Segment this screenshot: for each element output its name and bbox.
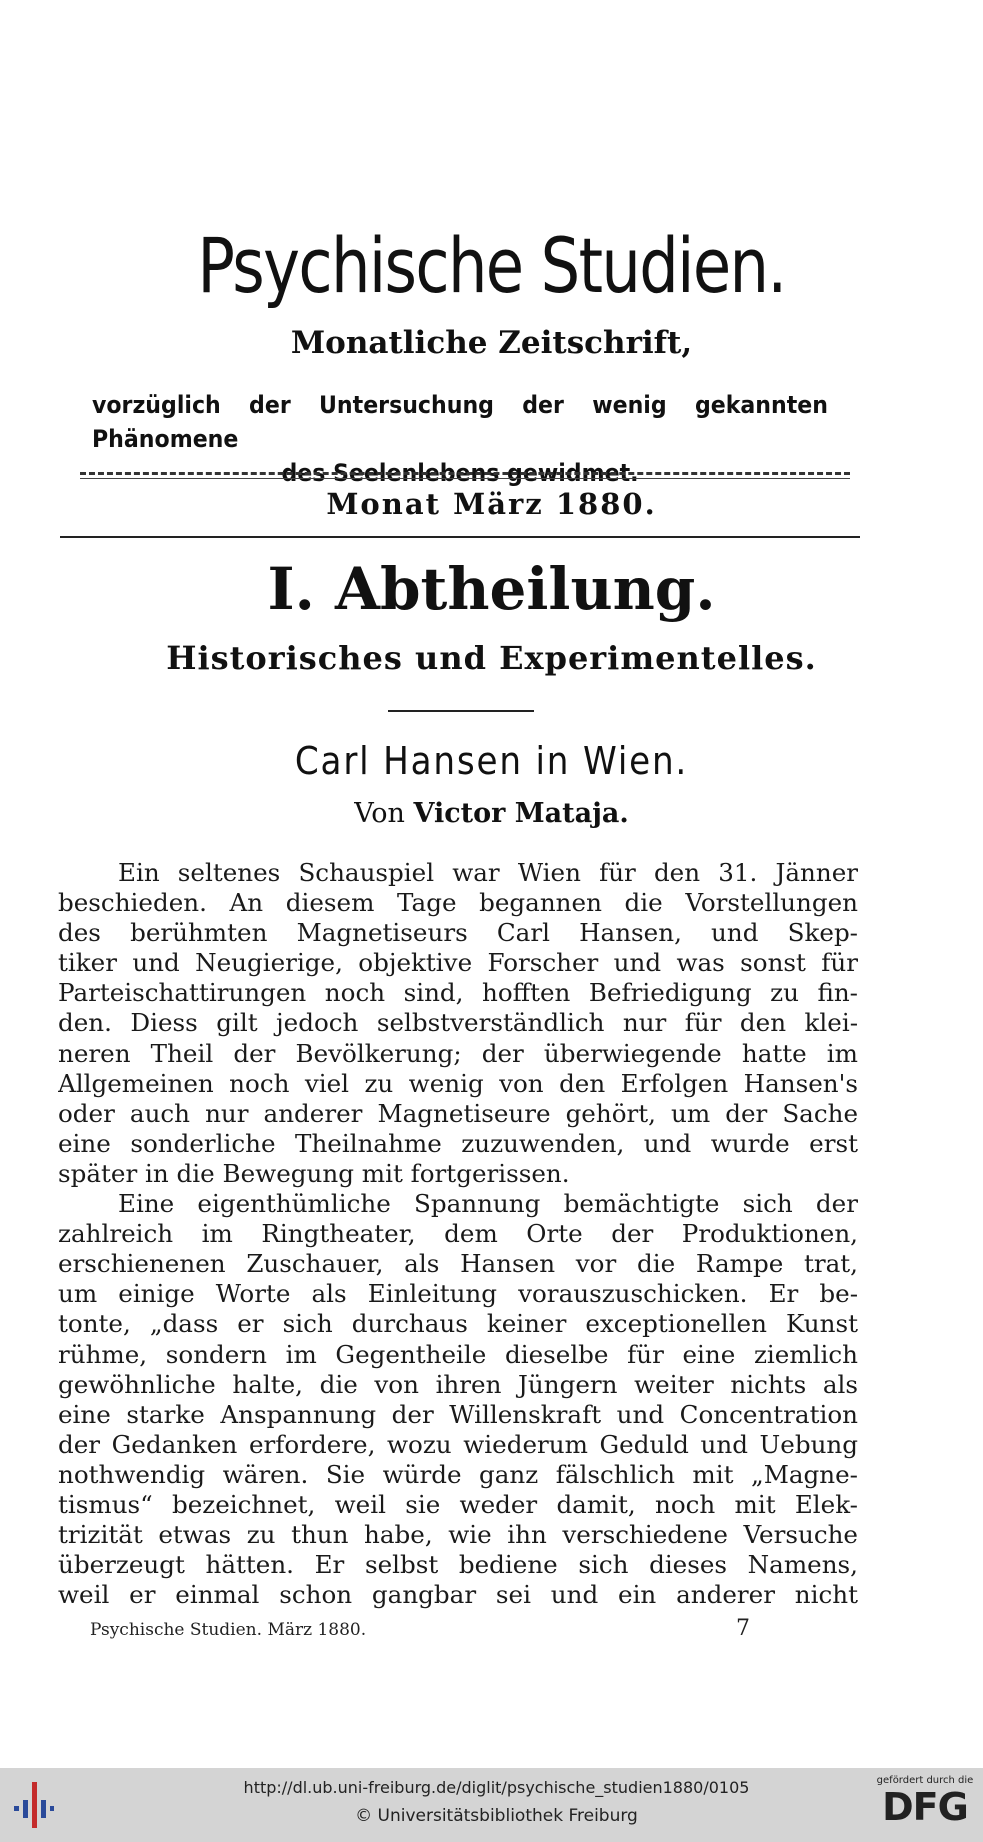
body-line: des berühmten Magnetiseurs Carl Hansen, und Skep- (58, 918, 858, 948)
body-line: Eine eigenthümliche Spannung bemächtigte sich der (118, 1189, 858, 1219)
divider-thin (80, 478, 850, 479)
viewer-bottom-bar (0, 1768, 983, 1842)
body-line: überzeugt hätten. Er selbst bediene sich dieses Namens, (58, 1550, 858, 1580)
body-line: Allgemeinen noch viel zu wenig von den Erfolgen Hansen's (58, 1068, 858, 1098)
divider-solid (60, 536, 860, 538)
body-line: gewöhnliche halte, die von ihren Jüngern weiter nichts als (58, 1369, 858, 1399)
body-line: tiker und Neugierige, objektive Forscher und was sonst für (58, 948, 858, 978)
issue-month: Monat März 1880. (326, 487, 657, 521)
journal-title: Psychische Studien. (197, 221, 786, 310)
copyright-notice: © Universitätsbibliothek Freiburg (355, 1806, 638, 1826)
body-line: zahlreich im Ringtheater, dem Orte der Produktionen, (58, 1219, 858, 1249)
running-title: Psychische Studien. März 1880. (90, 1620, 367, 1640)
divider-dashed (80, 472, 850, 475)
article-author (0, 800, 983, 827)
body-line: erschienenen Zuschauer, als Hansen vor die Rampe trat, (58, 1249, 858, 1279)
sponsor-caption: gefördert durch die (876, 1775, 974, 1786)
body-line: neren Theil der Bevölkerung; der überwiegende hatte im (58, 1038, 858, 1068)
body-line: oder auch nur anderer Magnetiseure gehört, um der Sache (58, 1098, 858, 1128)
body-line: weil er einmal schon gangbar sei und ein anderer nicht (58, 1580, 858, 1610)
permalink-url[interactable]: http://dl.ub.uni-freiburg.de/diglit/psychische_studien1880/0105 (243, 1778, 750, 1797)
dfg-logo-text: DFG (882, 1785, 968, 1829)
body-line: rühme, sondern im Gegentheile dieselbe für eine ziemlich (58, 1339, 858, 1369)
body-line: tismus“ bezeichnet, weil sie weder damit, noch mit Elek- (58, 1489, 858, 1519)
body-line: der Gedanken erfordere, wozu wiederum Geduld und Uebung (58, 1429, 858, 1459)
journal-subtitle: Monatliche Zeitschrift, (290, 325, 693, 361)
divider-short (388, 710, 534, 712)
body-line: trizität etwas zu thun habe, wie ihn verschiedene Versuche (58, 1520, 858, 1550)
body-line: den. Diess gilt jedoch selbstverständlich nur für den klei- (58, 1008, 858, 1038)
body-line: eine sonderliche Theilnahme zuzuwenden, und wurde erst (58, 1128, 858, 1158)
author-name: Victor Mataja. (413, 798, 629, 829)
page-number: 7 (736, 1616, 750, 1641)
description-line-2: des Seelenlebens gewidmet. (281, 459, 639, 487)
body-line: eine starke Anspannung der Willenskraft und Concentration (58, 1399, 858, 1429)
description-line-1: vorzüglich der Untersuchung der wenig gekannten Phänomene (92, 391, 828, 453)
section-subtitle: Historisches und Experimentelles. (166, 639, 817, 677)
body-line: beschieden. An diesem Tage begannen die Vorstellungen (58, 888, 858, 918)
author-prefix: Von (354, 798, 405, 829)
section-title: I. Abtheilung. (267, 555, 716, 623)
body-line: tonte, „dass er sich durchaus keiner exceptionellen Kunst (58, 1309, 858, 1339)
body-line: um einige Worte als Einleitung vorauszuschicken. Er be- (58, 1279, 858, 1309)
article-body (58, 858, 858, 1610)
body-line: Ein seltenes Schauspiel war Wien für den 31. Jänner (118, 858, 858, 887)
body-line: Parteischattirungen noch sind, hofften Befriedigung zu fin- (58, 978, 858, 1008)
article-title: Carl Hansen in Wien. (294, 739, 689, 783)
body-line: später in die Bewegung mit fortgerissen. (58, 1158, 570, 1188)
body-line: nothwendig wären. Sie würde ganz fälschlich mit „Magne- (58, 1459, 858, 1489)
dfg-sponsor-logo (875, 1775, 975, 1829)
